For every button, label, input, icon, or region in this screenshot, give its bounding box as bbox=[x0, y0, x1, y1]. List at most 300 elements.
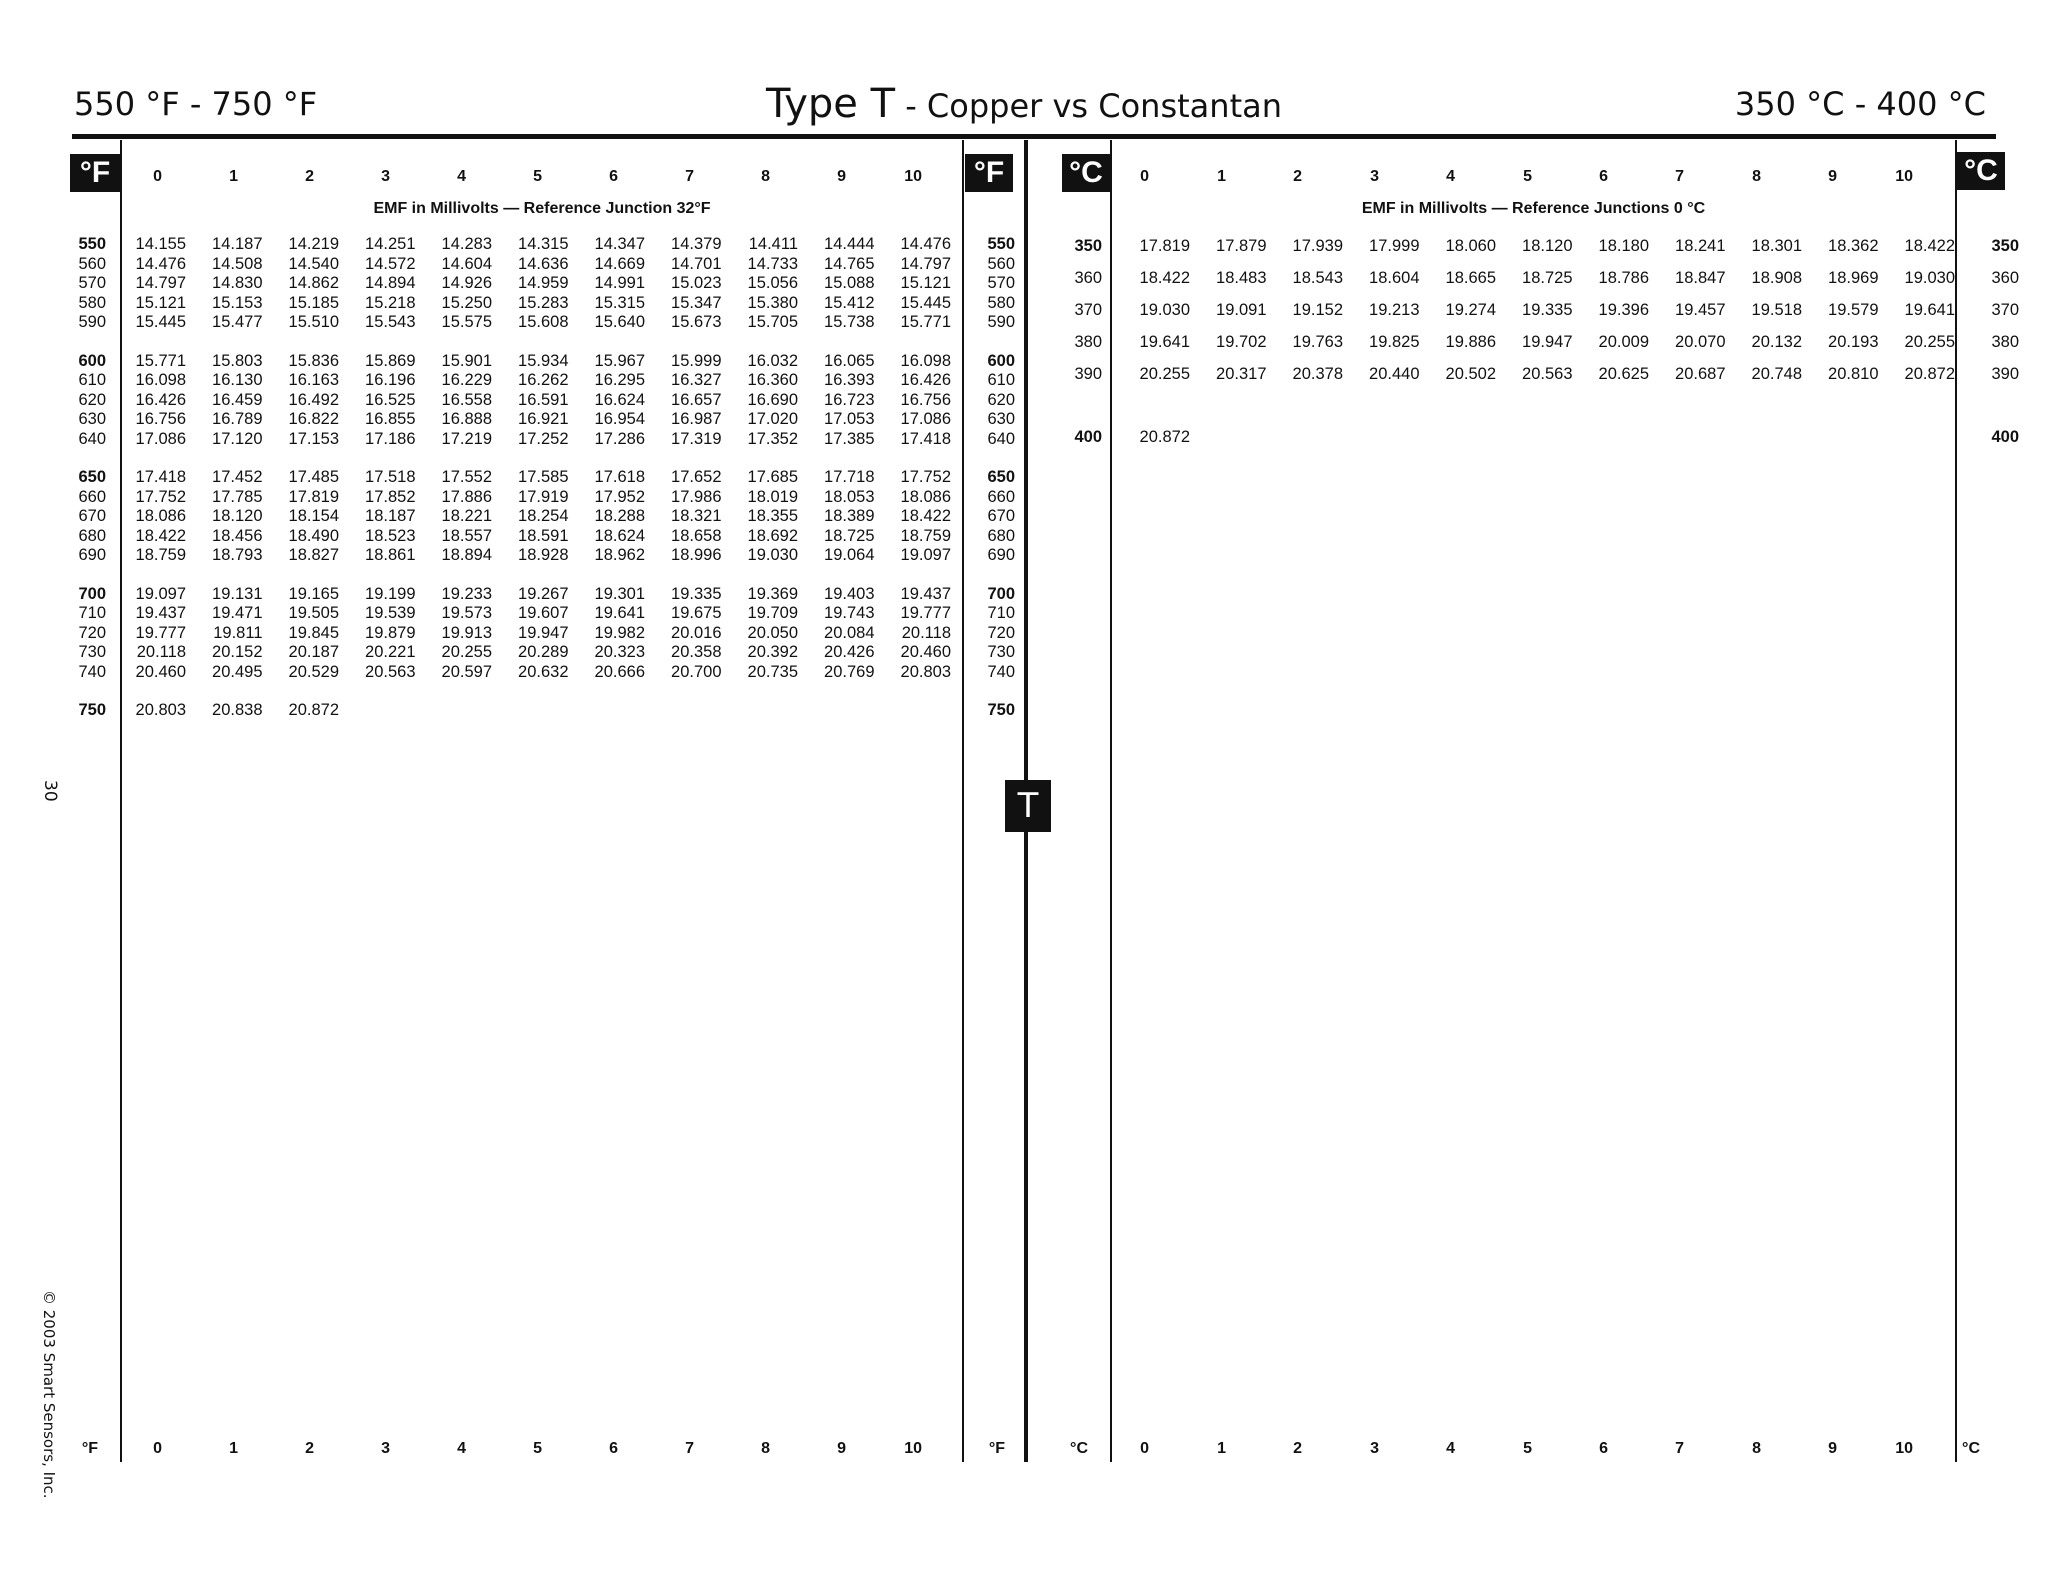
table-row bbox=[66, 468, 1015, 488]
emf-cell: 17.879 bbox=[1216, 237, 1267, 255]
footer-left-col-header: 5 bbox=[533, 1440, 542, 1457]
table-row bbox=[1062, 230, 2019, 262]
row-label: 710 bbox=[78, 604, 106, 622]
footer-right-col-header: 10 bbox=[1895, 1440, 1913, 1457]
emf-cell: 20.016 bbox=[671, 623, 722, 642]
emf-cell: 16.032 bbox=[747, 351, 798, 370]
emf-cell: 19.607 bbox=[518, 604, 569, 622]
emf-cell: 15.738 bbox=[824, 313, 875, 331]
emf-cell: 16.855 bbox=[365, 410, 416, 428]
emf-cell: 14.379 bbox=[671, 235, 722, 253]
footer-unit-c-left: °C bbox=[1070, 1440, 1088, 1457]
emf-cell: 18.827 bbox=[288, 546, 339, 564]
emf-cell: 17.418 bbox=[900, 429, 951, 448]
emf-cell: 17.952 bbox=[594, 487, 645, 506]
emf-cell bbox=[1267, 421, 1344, 453]
emf-cell: 20.563 bbox=[1522, 365, 1573, 383]
emf-cell: 18.301 bbox=[1751, 237, 1802, 255]
row-label-right: 390 bbox=[1991, 365, 2019, 383]
emf-cell: 14.733 bbox=[747, 254, 798, 273]
emf-cell: 14.315 bbox=[518, 235, 569, 253]
row-label: 610 bbox=[78, 371, 106, 389]
emf-cell bbox=[1802, 421, 1879, 453]
emf-cell: 14.991 bbox=[594, 274, 645, 292]
emf-cell: 18.557 bbox=[441, 526, 492, 545]
emf-cell bbox=[492, 701, 569, 721]
emf-cell: 19.886 bbox=[1445, 333, 1496, 351]
emf-cell: 18.725 bbox=[1522, 269, 1573, 287]
row-label-right: 610 bbox=[987, 371, 1015, 389]
emf-cell: 16.624 bbox=[594, 390, 645, 409]
emf-cell: 16.558 bbox=[441, 390, 492, 409]
emf-cell: 14.444 bbox=[824, 235, 875, 253]
row-label-right: 740 bbox=[987, 662, 1015, 681]
emf-cell: 18.355 bbox=[747, 507, 798, 525]
emf-cell: 15.380 bbox=[747, 293, 798, 312]
row-label: 660 bbox=[78, 487, 106, 506]
emf-cell: 17.120 bbox=[212, 429, 263, 448]
emf-cell: 18.894 bbox=[441, 546, 492, 564]
footer-right-col-header: 0 bbox=[1140, 1440, 1149, 1457]
table-row bbox=[66, 274, 1015, 294]
footer-left-col-header: 3 bbox=[381, 1440, 390, 1457]
unit-box-f-left: °F bbox=[70, 154, 120, 192]
emf-cell: 20.255 bbox=[1904, 333, 1955, 351]
table-row bbox=[66, 701, 1015, 721]
row-gap bbox=[66, 566, 1015, 585]
table-row bbox=[66, 624, 1015, 644]
emf-cell: 18.591 bbox=[518, 526, 569, 545]
emf-cell: 19.199 bbox=[365, 584, 416, 603]
emf-cell: 19.947 bbox=[518, 623, 569, 642]
emf-cell: 18.847 bbox=[1675, 269, 1726, 287]
emf-cell: 20.803 bbox=[900, 662, 951, 681]
emf-cell: 19.777 bbox=[900, 604, 951, 622]
emf-cell: 18.759 bbox=[900, 526, 951, 545]
emf-cell: 18.241 bbox=[1675, 237, 1726, 255]
emf-cell: 14.540 bbox=[288, 254, 339, 273]
emf-cell: 18.362 bbox=[1828, 237, 1879, 255]
emf-cell: 20.132 bbox=[1751, 333, 1802, 351]
emf-cell: 17.352 bbox=[747, 429, 798, 448]
emf-cell: 16.360 bbox=[747, 371, 798, 389]
left-col-header: 7 bbox=[685, 168, 694, 185]
emf-cell: 14.797 bbox=[900, 254, 951, 273]
emf-cell: 20.070 bbox=[1675, 333, 1726, 351]
header-fahrenheit-range: 550 °F - 750 °F bbox=[74, 85, 318, 123]
emf-cell: 17.086 bbox=[900, 410, 951, 428]
header-title-desc: - Copper vs Constantan bbox=[895, 87, 1282, 125]
emf-cell: 15.640 bbox=[594, 313, 645, 331]
row-label: 400 bbox=[1074, 428, 1102, 446]
emf-cell: 18.288 bbox=[594, 507, 645, 525]
emf-cell: 17.020 bbox=[747, 410, 798, 428]
emf-cell: 15.056 bbox=[747, 274, 798, 292]
emf-cell: 15.283 bbox=[518, 293, 569, 312]
emf-cell: 17.685 bbox=[747, 468, 798, 486]
emf-cell: 14.862 bbox=[288, 274, 339, 292]
emf-cell: 18.658 bbox=[671, 526, 722, 545]
emf-cell: 16.657 bbox=[671, 390, 722, 409]
table-row bbox=[66, 371, 1015, 391]
emf-cell: 16.987 bbox=[671, 410, 722, 428]
emf-cell: 20.597 bbox=[441, 662, 492, 681]
emf-cell: 17.886 bbox=[441, 487, 492, 506]
header-celsius-range: 350 °C - 400 °C bbox=[1734, 85, 1986, 123]
row-label-right: 670 bbox=[987, 507, 1015, 525]
row-label-right: 700 bbox=[987, 584, 1015, 603]
emf-cell: 15.771 bbox=[135, 351, 186, 370]
emf-cell: 20.700 bbox=[671, 662, 722, 681]
emf-cell: 16.229 bbox=[441, 371, 492, 389]
emf-cell: 18.928 bbox=[518, 546, 569, 564]
emf-cell: 15.023 bbox=[671, 274, 722, 292]
emf-cell: 18.120 bbox=[212, 507, 263, 525]
emf-cell: 19.301 bbox=[594, 584, 645, 603]
emf-cell: 17.785 bbox=[212, 487, 263, 506]
emf-cell: 16.492 bbox=[288, 390, 339, 409]
footer-right-col-header: 9 bbox=[1828, 1440, 1837, 1457]
emf-cell: 18.019 bbox=[747, 487, 798, 506]
emf-cell: 19.471 bbox=[212, 604, 263, 622]
emf-cell: 20.838 bbox=[212, 701, 263, 719]
emf-cell: 17.418 bbox=[135, 468, 186, 486]
emf-cell: 15.445 bbox=[135, 313, 186, 331]
emf-cell: 20.009 bbox=[1598, 333, 1649, 351]
emf-cell: 20.118 bbox=[901, 623, 951, 642]
emf-cell: 16.756 bbox=[135, 410, 186, 428]
emf-cell: 19.518 bbox=[1751, 301, 1802, 319]
emf-cell: 17.552 bbox=[441, 468, 492, 486]
footer-unit-c-right: °C bbox=[1962, 1440, 1980, 1457]
emf-cell: 14.283 bbox=[441, 235, 492, 253]
row-gap bbox=[66, 682, 1015, 701]
emf-cell: 20.529 bbox=[288, 662, 339, 681]
row-label: 690 bbox=[78, 546, 106, 564]
emf-cell: 15.121 bbox=[900, 274, 951, 292]
emf-cell: 14.636 bbox=[518, 254, 569, 273]
emf-cell: 20.084 bbox=[824, 623, 875, 642]
footer-right-col-header: 8 bbox=[1752, 1440, 1761, 1457]
emf-cell: 14.830 bbox=[212, 274, 263, 292]
emf-cell: 19.641 bbox=[1904, 301, 1955, 319]
table-row bbox=[66, 663, 1015, 683]
emf-cell: 19.131 bbox=[212, 584, 263, 603]
row-label-right: 680 bbox=[987, 526, 1015, 545]
emf-cell: 20.872 bbox=[288, 701, 339, 719]
row-label: 730 bbox=[78, 643, 106, 661]
emf-cell bbox=[798, 701, 875, 721]
emf-cell: 20.625 bbox=[1598, 365, 1649, 383]
emf-cell: 16.327 bbox=[671, 371, 722, 389]
emf-cell: 17.939 bbox=[1292, 237, 1343, 255]
emf-cell bbox=[1190, 421, 1267, 453]
left-col-header: 2 bbox=[305, 168, 314, 185]
emf-cell: 19.369 bbox=[747, 584, 798, 603]
emf-cell: 17.086 bbox=[135, 429, 186, 448]
emf-cell: 17.485 bbox=[288, 468, 339, 486]
emf-cell: 19.573 bbox=[441, 604, 492, 622]
header-rule bbox=[72, 134, 1996, 139]
emf-cell: 15.543 bbox=[365, 313, 416, 331]
emf-cell: 15.218 bbox=[365, 293, 416, 312]
emf-cell: 20.317 bbox=[1216, 365, 1267, 383]
emf-cell: 20.221 bbox=[365, 643, 416, 661]
left-emf-table bbox=[66, 235, 1015, 721]
emf-cell: 18.180 bbox=[1598, 237, 1649, 255]
right-col-header: 5 bbox=[1523, 168, 1532, 185]
emf-cell: 16.065 bbox=[824, 351, 875, 370]
table-row bbox=[66, 391, 1015, 411]
row-label: 750 bbox=[78, 701, 106, 719]
emf-cell: 15.315 bbox=[594, 293, 645, 312]
emf-cell: 19.233 bbox=[441, 584, 492, 603]
table-row bbox=[1062, 421, 2019, 453]
emf-cell: 14.347 bbox=[594, 235, 645, 253]
row-label: 550 bbox=[78, 235, 106, 253]
emf-cell: 18.422 bbox=[1904, 237, 1955, 255]
right-col-header: 6 bbox=[1599, 168, 1608, 185]
row-label: 680 bbox=[78, 526, 106, 545]
unit-box-f-right: °F bbox=[965, 154, 1013, 192]
left-col-header: 8 bbox=[761, 168, 770, 185]
emf-cell: 19.539 bbox=[365, 604, 416, 622]
row-label: 560 bbox=[78, 254, 106, 273]
emf-cell: 19.505 bbox=[288, 604, 339, 622]
emf-cell: 16.098 bbox=[135, 371, 186, 389]
emf-cell: 18.962 bbox=[594, 546, 645, 564]
emf-cell: 20.666 bbox=[594, 662, 645, 681]
emf-cell bbox=[1726, 421, 1803, 453]
emf-cell: 20.632 bbox=[518, 662, 569, 681]
emf-cell: 14.572 bbox=[365, 254, 416, 273]
emf-cell: 20.803 bbox=[135, 701, 186, 719]
footer-left-col-header: 8 bbox=[761, 1440, 770, 1457]
emf-cell: 14.701 bbox=[671, 254, 722, 273]
left-col-header: 1 bbox=[229, 168, 238, 185]
emf-cell: 18.793 bbox=[212, 546, 263, 564]
row-label: 630 bbox=[78, 410, 106, 428]
emf-cell: 17.618 bbox=[594, 468, 645, 486]
emf-cell: 15.412 bbox=[824, 293, 875, 312]
emf-cell: 14.476 bbox=[900, 235, 951, 253]
emf-cell bbox=[1573, 421, 1650, 453]
footer-right-col-header: 6 bbox=[1599, 1440, 1608, 1457]
emf-cell: 19.403 bbox=[824, 584, 875, 603]
emf-cell: 17.752 bbox=[135, 487, 186, 506]
emf-cell: 19.457 bbox=[1675, 301, 1726, 319]
row-label-right: 550 bbox=[987, 235, 1015, 253]
emf-cell bbox=[722, 701, 799, 721]
emf-cell: 20.735 bbox=[747, 662, 798, 681]
left-subtitle: EMF in Millivolts — Reference Junction 32°F bbox=[373, 200, 711, 217]
emf-cell: 17.518 bbox=[365, 468, 416, 486]
left-col-header: 0 bbox=[153, 168, 162, 185]
emf-cell: 16.393 bbox=[824, 371, 875, 389]
table-row bbox=[1062, 326, 2019, 358]
emf-cell: 16.888 bbox=[441, 410, 492, 428]
emf-cell: 17.452 bbox=[212, 468, 263, 486]
footer-right-col-header: 4 bbox=[1446, 1440, 1455, 1457]
emf-cell: 20.255 bbox=[1139, 365, 1190, 383]
emf-cell: 16.196 bbox=[365, 371, 416, 389]
emf-cell: 16.723 bbox=[824, 390, 875, 409]
emf-cell: 19.579 bbox=[1828, 301, 1879, 319]
emf-cell: 19.097 bbox=[135, 584, 186, 603]
emf-cell: 15.575 bbox=[441, 313, 492, 331]
emf-cell: 18.086 bbox=[135, 507, 186, 525]
footer-right-col-header: 5 bbox=[1523, 1440, 1532, 1457]
header-title-type: Type T bbox=[765, 81, 896, 127]
emf-cell: 17.319 bbox=[671, 429, 722, 448]
emf-cell: 19.709 bbox=[747, 604, 798, 622]
emf-cell: 19.879 bbox=[365, 623, 416, 642]
emf-cell: 18.523 bbox=[365, 526, 416, 545]
emf-cell: 18.422 bbox=[1139, 269, 1190, 287]
emf-cell: 18.321 bbox=[671, 507, 722, 525]
emf-cell: 19.396 bbox=[1598, 301, 1649, 319]
emf-cell: 19.030 bbox=[747, 546, 798, 564]
emf-cell: 20.187 bbox=[288, 643, 339, 661]
table-row bbox=[1062, 294, 2019, 326]
right-col-header: 1 bbox=[1217, 168, 1226, 185]
emf-cell: 19.437 bbox=[135, 604, 186, 622]
row-label: 650 bbox=[78, 468, 106, 486]
emf-cell: 17.252 bbox=[518, 429, 569, 448]
emf-cell: 17.919 bbox=[518, 487, 569, 506]
emf-cell: 19.030 bbox=[1904, 269, 1955, 287]
emf-cell: 18.786 bbox=[1598, 269, 1649, 287]
emf-cell: 19.675 bbox=[671, 604, 722, 622]
row-label: 580 bbox=[78, 293, 106, 312]
emf-cell: 15.803 bbox=[212, 351, 263, 370]
emf-cell: 18.086 bbox=[900, 487, 951, 506]
emf-cell: 15.347 bbox=[671, 293, 722, 312]
emf-cell: 16.690 bbox=[747, 390, 798, 409]
table-row bbox=[66, 352, 1015, 372]
emf-cell: 18.456 bbox=[212, 526, 263, 545]
table-row bbox=[66, 313, 1015, 333]
footer-left-col-header: 0 bbox=[153, 1440, 162, 1457]
row-label-right: 370 bbox=[1991, 301, 2019, 319]
row-gap bbox=[66, 333, 1015, 352]
row-label-right: 620 bbox=[987, 390, 1015, 409]
emf-cell: 20.193 bbox=[1828, 333, 1879, 351]
table-row bbox=[66, 604, 1015, 624]
row-label-right: 580 bbox=[987, 293, 1015, 312]
emf-cell bbox=[1879, 421, 1956, 453]
emf-cell: 16.459 bbox=[212, 390, 263, 409]
emf-cell: 20.495 bbox=[212, 662, 263, 681]
right-emf-table bbox=[1062, 230, 2019, 453]
emf-cell: 15.185 bbox=[288, 293, 339, 312]
emf-cell: 19.641 bbox=[1139, 333, 1190, 351]
emf-cell: 15.967 bbox=[594, 351, 645, 370]
emf-cell: 15.836 bbox=[288, 351, 339, 370]
emf-cell: 20.872 bbox=[1139, 428, 1190, 446]
emf-cell bbox=[1420, 421, 1497, 453]
emf-cell: 18.759 bbox=[135, 546, 186, 564]
emf-cell bbox=[875, 701, 952, 721]
emf-cell: 19.845 bbox=[288, 623, 339, 642]
footer-right-col-header: 1 bbox=[1217, 1440, 1226, 1457]
row-label-right: 350 bbox=[1991, 237, 2019, 255]
emf-cell: 19.274 bbox=[1445, 301, 1496, 319]
row-label: 570 bbox=[78, 274, 106, 292]
emf-cell: 16.822 bbox=[288, 410, 339, 428]
unit-box-c-left: °C bbox=[1062, 154, 1110, 192]
emf-cell: 18.120 bbox=[1522, 237, 1573, 255]
emf-cell: 16.525 bbox=[365, 390, 416, 409]
emf-cell: 17.819 bbox=[1139, 237, 1190, 255]
row-label: 360 bbox=[1074, 269, 1102, 287]
row-label-right: 710 bbox=[987, 604, 1015, 622]
emf-cell bbox=[645, 701, 722, 721]
emf-cell: 20.050 bbox=[747, 623, 798, 642]
emf-cell: 17.153 bbox=[288, 429, 339, 448]
emf-cell: 20.118 bbox=[136, 643, 186, 661]
emf-cell: 19.213 bbox=[1369, 301, 1420, 319]
emf-cell bbox=[416, 701, 493, 721]
emf-cell: 14.669 bbox=[594, 254, 645, 273]
emf-cell: 19.267 bbox=[518, 584, 569, 603]
emf-cell: 18.624 bbox=[594, 526, 645, 545]
emf-cell: 19.335 bbox=[671, 584, 722, 603]
emf-cell: 14.219 bbox=[288, 235, 339, 253]
emf-cell: 17.219 bbox=[441, 429, 492, 448]
emf-cell bbox=[1496, 421, 1573, 453]
emf-cell: 15.608 bbox=[518, 313, 569, 331]
footer-left-col-header: 10 bbox=[904, 1440, 922, 1457]
emf-cell: 14.411 bbox=[748, 235, 798, 253]
row-label-right: 380 bbox=[1991, 333, 2019, 351]
emf-cell: 18.187 bbox=[365, 507, 416, 525]
row-label: 350 bbox=[1074, 237, 1102, 255]
emf-cell: 19.641 bbox=[594, 604, 645, 622]
emf-cell: 16.954 bbox=[594, 410, 645, 428]
row-label: 640 bbox=[78, 429, 106, 448]
row-gap bbox=[1062, 390, 2019, 421]
emf-cell: 14.959 bbox=[518, 274, 569, 292]
emf-cell: 20.440 bbox=[1369, 365, 1420, 383]
emf-cell: 20.769 bbox=[824, 662, 875, 681]
emf-cell: 16.921 bbox=[518, 410, 569, 428]
row-label-right: 630 bbox=[987, 410, 1015, 428]
emf-cell: 19.763 bbox=[1292, 333, 1343, 351]
right-col-header: 7 bbox=[1675, 168, 1684, 185]
row-label-right: 600 bbox=[987, 351, 1015, 370]
emf-cell: 18.861 bbox=[365, 546, 416, 564]
footer-left-col-header: 4 bbox=[457, 1440, 466, 1457]
emf-cell: 14.797 bbox=[135, 274, 186, 292]
emf-cell: 18.996 bbox=[671, 546, 722, 564]
emf-cell: 19.702 bbox=[1216, 333, 1267, 351]
footer-right-col-header: 3 bbox=[1370, 1440, 1379, 1457]
right-col-header: 8 bbox=[1752, 168, 1761, 185]
emf-cell: 18.490 bbox=[288, 526, 339, 545]
footer-left-col-header: 6 bbox=[609, 1440, 618, 1457]
emf-cell: 18.060 bbox=[1445, 237, 1496, 255]
row-label: 590 bbox=[78, 313, 106, 331]
emf-cell: 17.999 bbox=[1369, 237, 1420, 255]
right-col-header: 0 bbox=[1140, 168, 1149, 185]
emf-cell: 16.295 bbox=[594, 371, 645, 389]
emf-cell: 20.392 bbox=[747, 643, 798, 661]
footer-right-col-header: 7 bbox=[1675, 1440, 1684, 1457]
emf-cell: 19.947 bbox=[1522, 333, 1573, 351]
footer-unit-f-right: °F bbox=[988, 1440, 1005, 1457]
emf-cell bbox=[1649, 421, 1726, 453]
